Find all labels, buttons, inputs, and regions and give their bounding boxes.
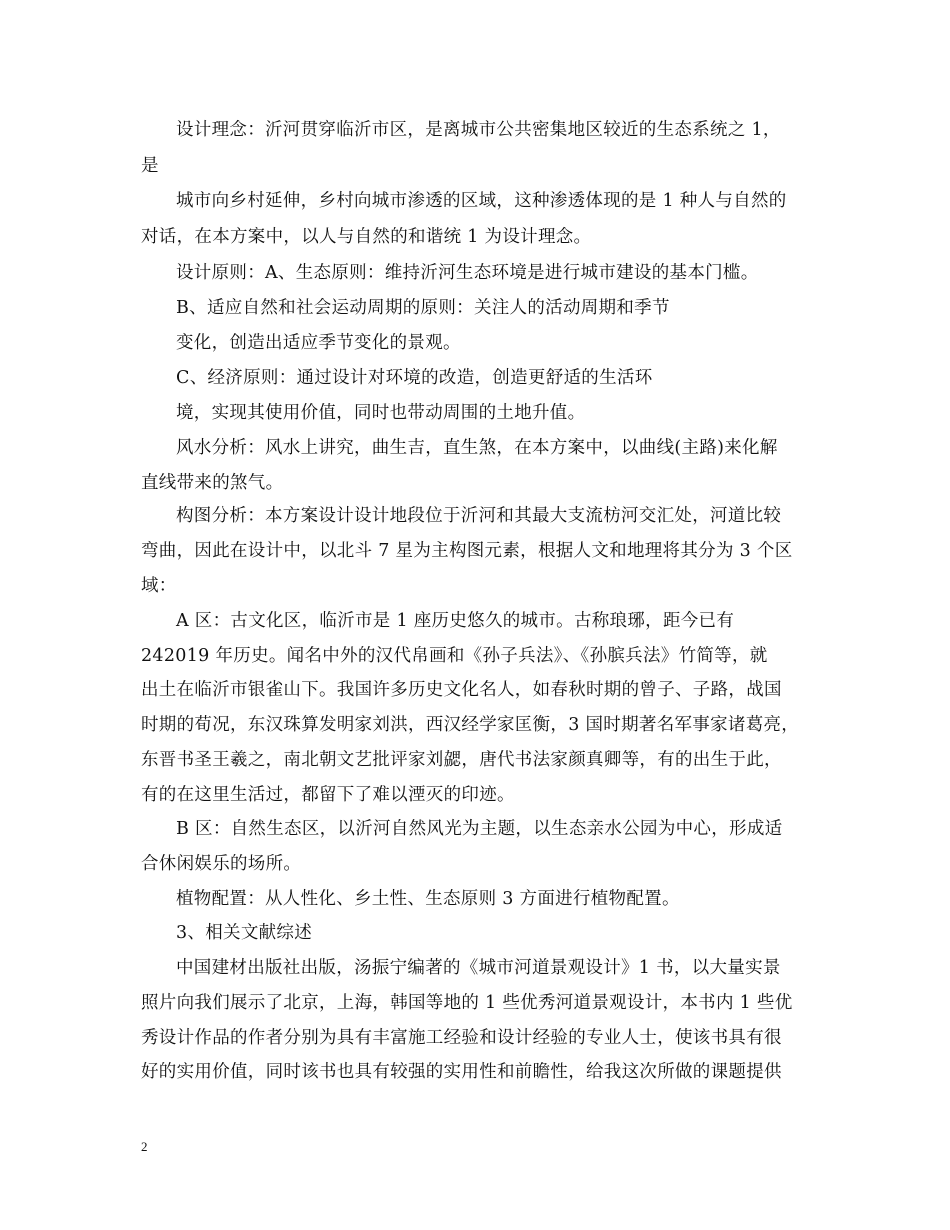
text-line: A 区：古文化区，临沂市是 1 座历史悠久的城市。古称琅琊，距今已有 (176, 611, 735, 631)
text-line: 域： (141, 576, 177, 596)
text-line: 合休闲娱乐的场所。 (141, 854, 302, 874)
text-line: B 区：自然生态区，以沂河自然风光为主题，以生态亲水公园为中心，形成适 (176, 819, 783, 839)
text-line: 境，实现其使用价值，同时也带动周围的土地升值。 (176, 403, 586, 423)
text-line: 直线带来的煞气。 (141, 473, 284, 493)
text-line: 植物配置：从人性化、乡土性、生态原则 3 方面进行植物配置。 (176, 889, 680, 909)
text-line: 好的实用价值，同时该书也具有较强的实用性和前瞻性，给我这次所做的课题提供 (141, 1062, 782, 1082)
text-line: C、经济原则：通过设计对环境的改造，创造更舒适的生活环 (176, 368, 653, 388)
text-line: 变化，创造出适应季节变化的景观。 (176, 333, 461, 353)
text-line: 有的在这里生活过，都留下了难以湮灭的印迹。 (141, 785, 515, 805)
text-line: 设计原则：A、生态原则：维持沂河生态环境是进行城市建设的基本门槛。 (176, 263, 759, 283)
page-number: 2 (141, 1139, 148, 1154)
text-line: 设计理念：沂河贯穿临沂市区，是离城市公共密集地区较近的生态系统之 1， (176, 120, 781, 140)
text-line: 构图分析：本方案设计设计地段位于沂河和其最大支流枋河交汇处，河道比较 (176, 506, 782, 526)
text-line: 弯曲，因此在设计中，以北斗 7 星为主构图元素，根据人文和地理将其分为 3 个区 (141, 541, 793, 561)
text-line: 是 (141, 156, 159, 176)
text-line: 秀设计作品的作者分别为具有丰富施工经验和设计经验的专业人士，使该书具有很 (141, 1028, 782, 1048)
text-line: 中国建材出版社出版，汤振宁编著的《城市河道景观设计》1 书，以大量实景 (176, 958, 781, 978)
text-line: 3、相关文献综述 (176, 923, 313, 943)
text-line: 东晋书圣王羲之，南北朝文艺批评家刘勰，唐代书法家颜真卿等，有的出生于此， (141, 750, 782, 770)
text-line: 风水分析：风水上讲究，曲生吉，直生煞，在本方案中，以曲线(主路)来化解 (176, 438, 778, 458)
text-line: 城市向乡村延伸，乡村向城市渗透的区域，这种渗透体现的是 1 种人与自然的 (176, 191, 787, 211)
text-line: 出土在临沂市银雀山下。我国许多历史文化名人，如春秋时期的曾子、子路，战国 (141, 680, 782, 700)
text-line: 时期的荀况，东汉珠算发明家刘洪，西汉经学家匡衡，3 国时期著名军事家诸葛亮， (141, 715, 800, 735)
text-line: 对话，在本方案中，以人与自然的和谐统 1 为设计理念。 (141, 227, 592, 247)
text-line: 照片向我们展示了北京，上海，韩国等地的 1 些优秀河道景观设计，本书内 1 些优 (141, 993, 793, 1013)
text-line: 242019 年历史。闻名中外的汉代帛画和《孙子兵法》、《孙膑兵法》竹简等，就 (141, 646, 768, 666)
text-line: B、适应自然和社会运动周期的原则：关注人的活动周期和季节 (176, 298, 670, 318)
